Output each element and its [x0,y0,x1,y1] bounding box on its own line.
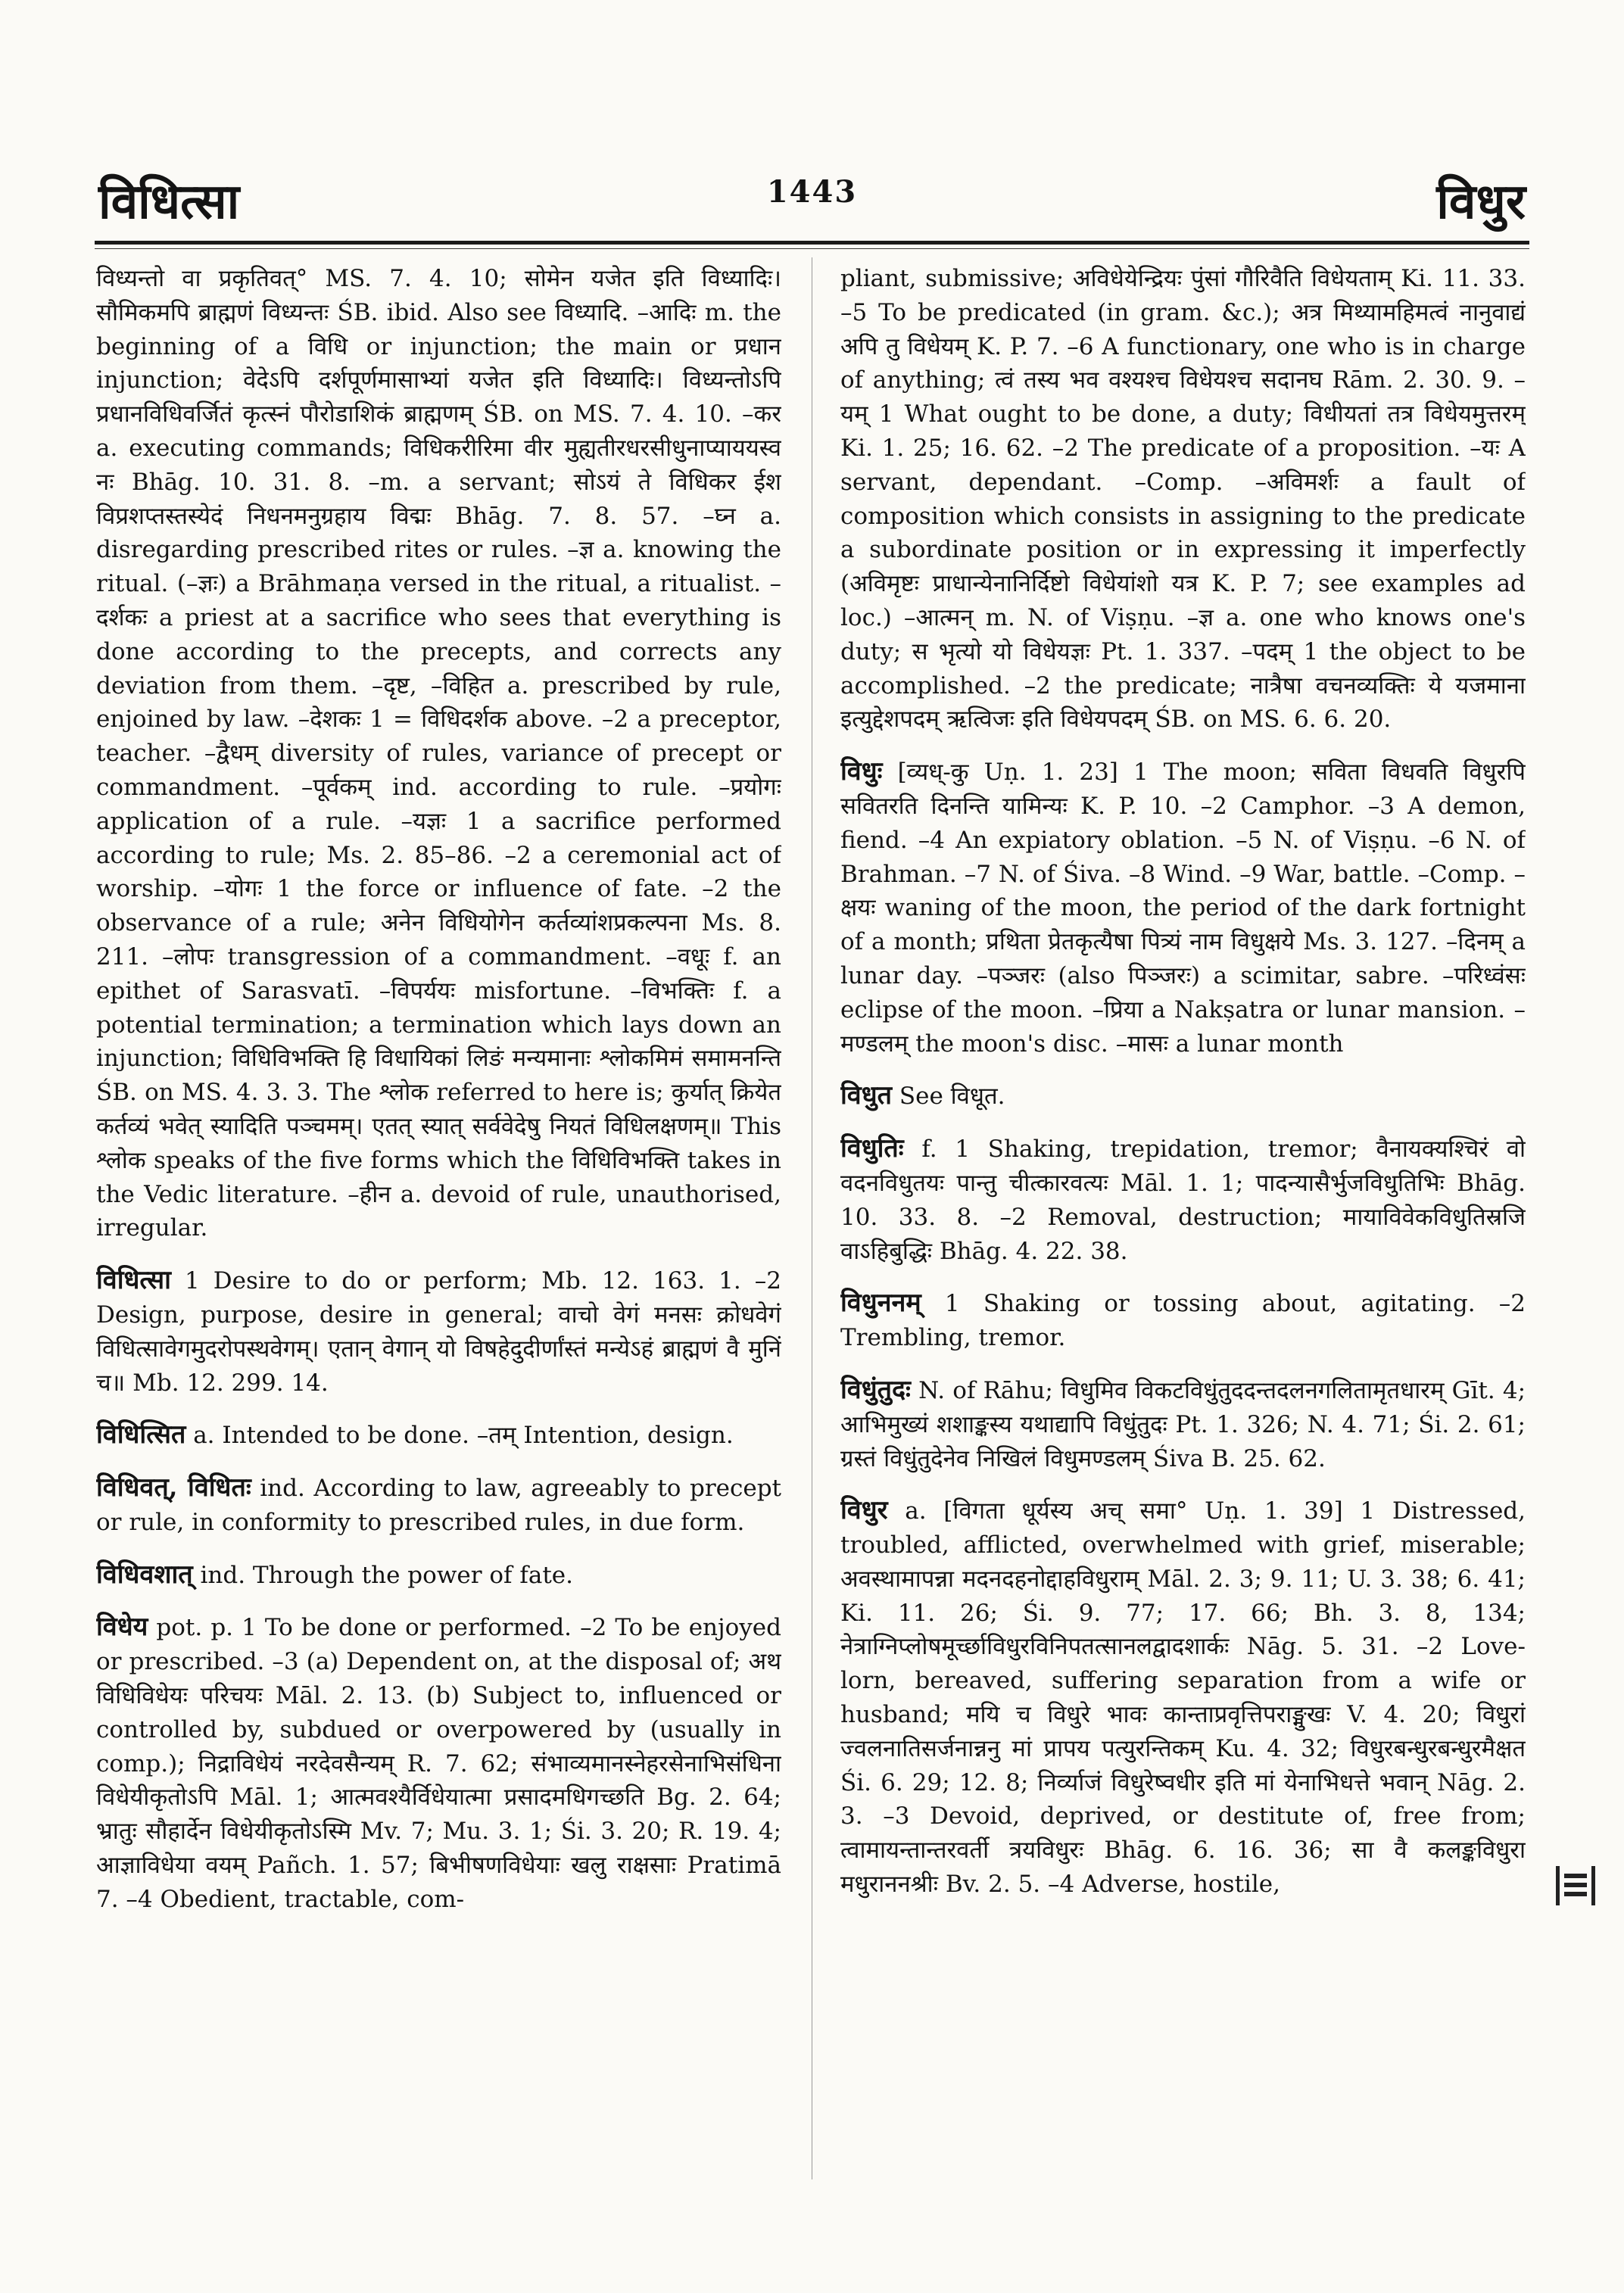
dictionary-entry [840,1132,1526,1268]
entry-text: 1 Desire to do or perform; Mb. 12. 163. 1. –2 Design, purpose, desire in general; वाचो वेगं मनसः क्रोधवेगं विधित्सावेगमुदरोपस्थवेगम्। एतान् वेगान् यो विषहेदुदीर्णांस्तं मन्येऽहं ब्राह्मणं वै मुनिं च॥ Mb. 12. 299. 14. [96,1267,781,1397]
right-running-headword: विधुर [1436,173,1526,230]
margin-signature-mark [1556,1866,1595,1905]
entry-text: ind. According to law, agreeably to precept or rule, in conformity to prescribed rules, in due form. [96,1475,781,1536]
entry-headword: विधुंतुदः [840,1374,911,1405]
dictionary-entry [840,755,1526,1061]
entry-headword: विधुत [840,1080,892,1111]
entry-text: pliant, submissive; अविधेयेन्द्रियः पुंसां गौरिवैति विधेयताम् Ki. 11. 33. –5 To be predicated (in gram. &c.); अत्र मिथ्यामहिमत्वं नानुवाद्यं अपि तु विधेयम् K. P. 7. –6 A functionary, one who is in charge of anything; त्वं तस्य भव वश्यश्च विधेयश्च सदानघ Rām. 2. 30. 9. –यम् 1 What ought to be done, a duty; विधीयतां तत्र विधेयमुत्तरम् Ki. 1. 25; 16. 62. –2 The predicate of a proposition. –यः A servant, dependant. –Comp. –अविमर्शः a fault of composition which consists in assigning to the predicate a subordinate position or in expressing it imperfectly (अविमृष्टः प्राधान्येनानिर्दिष्टो विधेयांशो यत्र K. P. 7; see examples ad loc.) –आत्मन् m. N. of Viṣṇu. –ज्ञ a. one who knows one's duty; स भृत्यो यो विधेयज्ञः Pt. 1. 337. –पदम् 1 the object to be accomplished. –2 the predicate; नात्रैषा वचनव्यक्तिः ये यजमाना इत्युद्देशपदम् ऋत्विजः इति विधेयपदम् ŚB. on MS. 6. 6. 20. [840,265,1526,734]
dictionary-entry [840,1286,1526,1355]
entry-text: a. Intended to be done. –तम् Intention, design. [193,1422,734,1450]
entry-headword: विधिवशात् [96,1559,193,1590]
entry-text: [व्यध्-कु Uṇ. 1. 23] 1 The moon; सविता विधवति विधुरपि सवितरति दिनन्ति यामिन्यः K. P. 10. –2 Camphor. –3 A demon, fiend. –4 An expiatory oblation. –5 N. of Viṣṇu. –6 N. of Brahman. –7 N. of Śiva. –8 Wind. –9 War, battle. –Comp. –क्षयः waning of the moon, the period of the dark fortnight of a month; प्रथिता प्रेतकृत्यैषा पित्र्यं नाम विधुक्षये Ms. 3. 127. –दिनम् a lunar day. –पञ्जरः (also पिञ्जरः) a scimitar, sabre. –परिध्वंसः eclipse of the moon. –प्रिया a Nakṣatra or lunar mansion. –मण्डलम् the moon's disc. –मासः a lunar month [840,759,1526,1058]
entry-headword: विधुर [840,1495,888,1526]
entry-text: 1 Shaking or tossing about, agitating. –2 Trembling, tremor. [840,1290,1526,1352]
entry-text: a. [विगता धूर्यस्य अच् समा° Uṇ. 1. 39] 1 Distressed, troubled, afflicted, overwhelmed with grief, miserable; अवस्थामापन्ना मदनदहनोद्दाहविधुराम् Māl. 2. 3; 9. 11; U. 3. 38; 6. 41; Ki. 11. 26; Śi. 9. 77; 17. 66; Bh. 3. 8, 134; नेत्राग्निप्लोषमूर्च्छाविधुरविनिपतत्सानलद्वादशार्कः Nāg. 5. 31. –2 Love-lorn, bereaved, suffering separation from a wife or husband; मयि च विधुरे भावः कान्ताप्रवृत्तिपराङ्मुखः V. 4. 20; विधुरां ज्वलनातिसर्जनान्ननु मां प्रापय पत्युरन्तिकम् Ku. 4. 32; विधुरबन्धुरबन्धुरमैक्षत Śi. 6. 29; 12. 8; निर्व्याजं विधुरेष्वधीर इति मां येनाभिधत्ते भवान् Nāg. 2. 3. –3 Devoid, deprived, or destitute of, free from; त्वामायन्तान्तरवर्ती त्रयविधुरः Bhāg. 6. 16. 36; सा वै कलङ्कविधुरा मधुराननश्रीः Bv. 2. 5. –4 Adverse, hostile, [840,1497,1526,1899]
dictionary-entry [840,1373,1526,1475]
left-running-headword: विधित्सा [98,173,240,230]
dictionary-entry [96,261,781,1245]
entry-text: See विधूत. [899,1083,1005,1111]
entry-headword: विधेय [96,1612,148,1643]
page-number: 1443 [766,174,858,210]
entry-headword: विधित्सा [96,1265,171,1296]
header-rule-thin [95,248,1529,249]
dictionary-entry [96,1471,781,1540]
dictionary-entry [96,1263,781,1400]
entry-headword: विधुननम् [840,1288,921,1319]
entry-headword: विधिवत्, विधितः [96,1472,251,1503]
dictionary-entry [840,261,1526,737]
entry-text: pot. p. 1 To be done or performed. –2 To be enjoyed or prescribed. –3 (a) Dependent on, at the disposal of; अथ विधिविधेयः परिचयः Māl. 2. 13. (b) Subject to, influenced or controlled by, subdued or overpowered by (usually in comp.); निद्राविधेयं नरदेवसैन्यम् R. 7. 62; संभाव्यमानस्नेहरसेनाभिसंधिना विधेयीकृतोऽपि Māl. 1; आत्मवश्यैर्विधेयात्मा प्रसादमधिगच्छति Bg. 2. 64; भ्रातुः सौहार्देन विधेयीकृतोऽस्मि Mv. 7; Mu. 3. 1; Śi. 3. 20; R. 19. 4; आज्ञाविधेया वयम् Pañch. 1. 57; बिभीषणविधेयाः खलु राक्षसाः Pratimā 7. –4 Obedient, tractable, com- [96,1614,781,1913]
entry-text: N. of Rāhu; विधुमिव विकटविधुंतुददन्तदलनगलितामृतधारम् Gīt. 4; आभिमुख्यं शशाङ्कस्य यथाद्यापि विधुंतुदः Pt. 1. 326; N. 4. 71; Śi. 2. 61; ग्रस्तं विधुंतुदेनेव निखिलं विधुमण्डलम् Śiva B. 25. 62. [840,1376,1526,1472]
entry-text: विध्यन्तो वा प्रकृतिवत्° MS. 7. 4. 10; सोमेन यजेत इति विध्यादिः। सौमिकमपि ब्राह्मणं विध्यन्तः ŚB. ibid. Also see विध्यादि. –आदिः m. the beginning of a विधि or injunction; the main or प्रधान injunction; वेदेऽपि दर्शपूर्णमासाभ्यां यजेत इति विध्यादिः। विध्यन्तोऽपि प्रधानविधिवर्जितं कृत्स्नं पौरोडाशिकं ब्राह्मणम् ŚB. on MS. 7. 4. 10. –कर a. executing commands; विधिकरीरिमा वीर मुह्यतीरधरसीधुनाप्याययस्व नः Bhāg. 10. 31. 8. –m. a servant; सोऽयं ते विधिकर ईश विप्रशप्तस्तस्येदं निधनमनुग्रहाय विद्मः Bhāg. 7. 8. 57. –घ्न a. disregarding prescribed rites or rules. –ज्ञ a. knowing the ritual. (–ज्ञः) a Brāhmaṇa versed in the ritual, a ritualist. –दर्शकः a priest at a sacrifice who sees that everything is done according to the precepts, and corrects any deviation from them. –दृष्ट, –विहित a. prescribed by rule, enjoined by law. –देशकः 1 = विधिदर्शक above. –2 a preceptor, teacher. –द्वैधम् diversity of rules, variance of precept or commandment. –पूर्वकम् ind. according to rule. –प्रयोगः application of a rule. –यज्ञः 1 a sacrifice performed according to rule; Ms. 2. 85–86. –2 a ceremonial act of worship. –योगः 1 the force or influence of fate. –2 the observance of a rule; अनेन विधियोगेन कर्तव्यांशप्रकल्पना Ms. 8. 211. –लोपः transgression of a commandment. –वधूः f. an epithet of Sarasvatī. –विपर्ययः misfortune. –विभक्तिः f. a potential termination; a termination which lays down an injunction; विधिविभक्ति हि विधायिकां लिङं मन्यमानाः श्लोकमिमं समामनन्ति ŚB. on MS. 4. 3. 3. The श्लोक referred to here is; कुर्यात् क्रियेत कर्तव्यं भवेत् स्यादिति पञ्चमम्। एतत् स्यात् सर्ववेदेषु नियतं विधिलक्षणम्॥ This श्लोक speaks of the five forms which the विधिविभक्ति takes in the Vedic literature. –हीन a. devoid of rule, unauthorised, irregular. [96,265,781,1242]
page-header [98,159,1526,230]
entry-text: f. 1 Shaking, trepidation, tremor; वैनायक्यश्चिरं वो वदनविधुतयः पान्तु चीत्कारवत्यः Māl. 1. 1; पादन्यासैर्भुजविधुतिभिः Bhāg. 10. 33. 8. –2 Removal, destruction; मायाविवेकविधुतिस्रजि वाऽहिबुद्धिः Bhāg. 4. 22. 38. [840,1136,1526,1265]
left-column [96,261,781,2187]
entry-headword: विधित्सित [96,1419,186,1450]
header-rule [95,241,1529,245]
entry-headword: विधुः [840,756,883,787]
dictionary-entry [96,1558,781,1593]
dictionary-entry [840,1494,1526,1902]
right-column [840,261,1526,2187]
entry-headword: विधुतिः [840,1133,904,1164]
dictionary-entry [840,1079,1526,1114]
entry-text: ind. Through the power of fate. [200,1561,573,1589]
dictionary-entry [96,1610,781,1916]
dictionary-entry [96,1418,781,1453]
